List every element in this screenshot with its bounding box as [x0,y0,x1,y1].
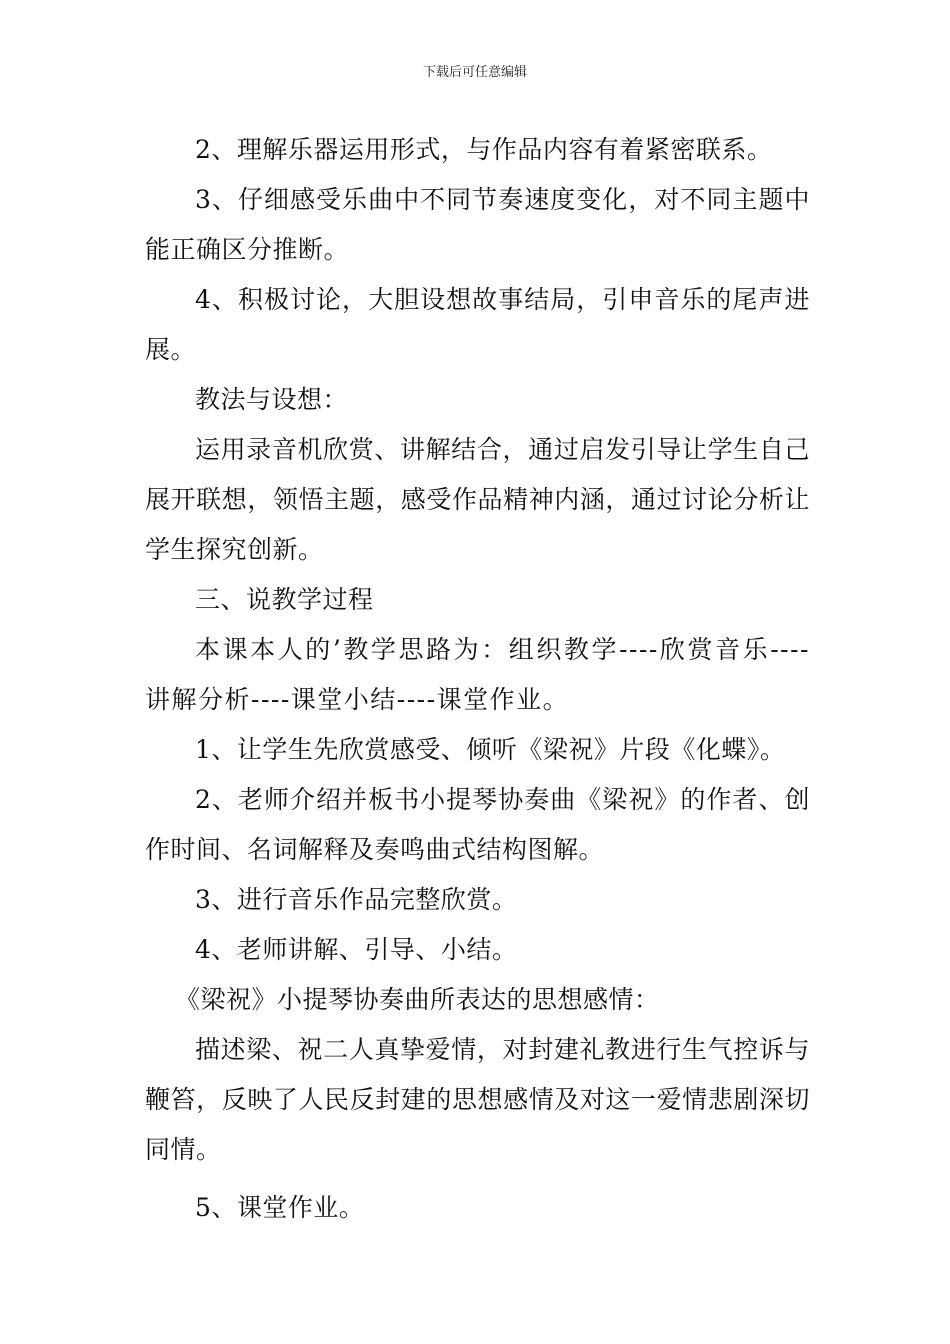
paragraph-emotion-text: 描述梁、祝二人真挚爱情，对封建礼教进行生气控诉与鞭笞，反映了人民反封建的思想感情及对这一爱情悲剧深切同情。 [145,1035,810,1164]
paragraph-method-heading: 教法与设想： [195,385,349,414]
paragraph-teaching-outline: 本课本人的’教学思路为：组织教学----欣赏音乐----讲解分析----课堂小结----课堂作业。 [145,635,810,714]
paragraph-step-2: 2、老师介绍并板书小提琴协奏曲《梁祝》的作者、创作时间、名词解释及奏鸣曲式结构图解。 [145,785,810,864]
paragraph-step-5: 5、课堂作业。 [195,1193,365,1222]
section-heading-teaching-process: 三、说教学过程 [195,585,374,614]
paragraph-objective-4: 4、积极讨论，大胆设想故事结局，引申音乐的尾声进展。 [145,285,810,364]
paragraph-step-1: 1、让学生先欣赏感受、倾听《梁祝》片段《化蝶》。 [195,735,786,764]
paragraph-emotion-heading: 《梁祝》小提琴协奏曲所表达的思想感情： [175,985,660,1014]
document-body [145,125,810,1233]
paragraph-objective-2: 2、理解乐器运用形式，与作品内容有着紧密联系。 [195,135,773,164]
page-header: 下载后可任意编辑 [422,65,527,80]
paragraph-step-4: 4、老师讲解、引导、小结。 [195,935,518,964]
paragraph-step-3: 3、进行音乐作品完整欣赏。 [195,885,518,914]
paragraph-spacer [145,1175,810,1183]
paragraph-objective-3: 3、仔细感受乐曲中不同节奏速度变化，对不同主题中能正确区分推断。 [145,185,810,264]
paragraph-method-text: 运用录音机欣赏、讲解结合，通过启发引导让学生自己展开联想，领悟主题，感受作品精神内涵，通过讨论分析让学生探究创新。 [145,435,810,564]
